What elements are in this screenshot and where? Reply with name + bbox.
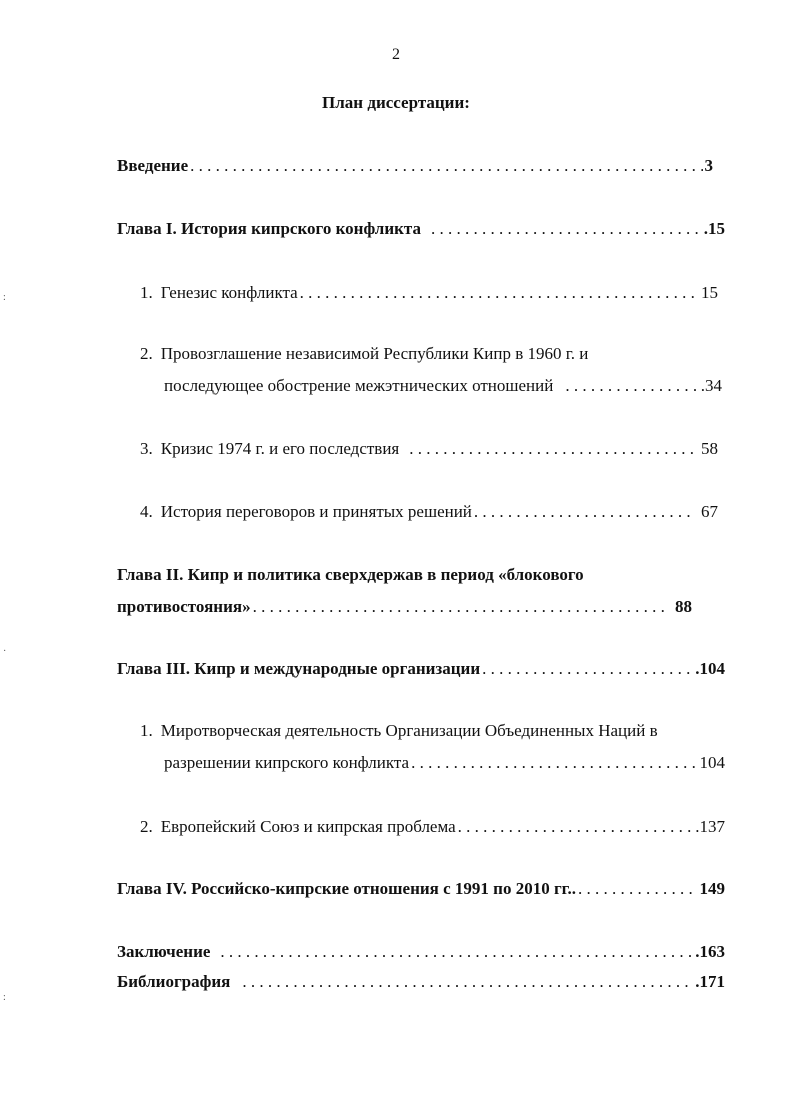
toc-label: противостояния» <box>117 597 251 616</box>
toc-leader-dots <box>482 658 693 680</box>
toc-section-number: 2. <box>140 817 153 836</box>
toc-leader-dots <box>411 752 697 774</box>
toc-label: История переговоров и принятых решений <box>160 502 472 521</box>
toc-leader-dots <box>578 878 694 900</box>
toc-leader-dots <box>565 375 698 397</box>
toc-page-ref: 104 <box>699 753 725 772</box>
toc-label: разрешении кипрского конфликта <box>164 753 410 772</box>
toc-label: Генезис конфликта <box>160 283 298 302</box>
toc-entry-chapter-3-section-1-line-2[interactable] <box>164 752 725 774</box>
toc-section-number: 2. <box>140 344 153 363</box>
toc-entry-chapter-1-section-1[interactable] <box>140 282 718 304</box>
toc-leader-dots <box>431 218 702 240</box>
toc-entry-bibliography[interactable] <box>117 971 725 993</box>
toc-entry-chapter-3[interactable] <box>117 658 725 680</box>
scan-speck: : <box>3 992 6 1003</box>
toc-page-ref: .34 <box>700 376 722 395</box>
toc-label: Провозглашение независимой Республики Кипр в 1960 г. и <box>160 344 589 363</box>
toc-entry-chapter-1-section-3[interactable] <box>140 438 718 460</box>
toc-entry-chapter-3-section-1-line-1[interactable] <box>140 720 658 742</box>
toc-entry-chapter-1[interactable] <box>117 218 725 240</box>
toc-leader-dots <box>242 971 693 993</box>
toc-entry-chapter-1-section-4[interactable] <box>140 501 718 523</box>
toc-label: последующее обострение межэтнических отношений <box>164 376 554 395</box>
page-title: План диссертации: <box>322 93 470 112</box>
toc-label: Глава II. Кипр и политика сверхдержав в период «блокового <box>117 565 584 584</box>
toc-section-number: 3. <box>140 439 153 458</box>
toc-label: Кризис 1974 г. и его последствия <box>160 439 400 458</box>
toc-label: Введение <box>117 156 189 175</box>
toc-page-ref: 3 <box>704 156 713 175</box>
toc-label: Библиография <box>117 972 231 991</box>
scan-speck: : <box>3 292 6 303</box>
toc-section-number: 1. <box>140 283 153 302</box>
toc-entry-chapter-2-line-2[interactable] <box>117 596 692 618</box>
toc-page-ref: .163 <box>695 942 725 961</box>
toc-leader-dots <box>300 282 699 304</box>
toc-page-ref: .137 <box>695 817 725 836</box>
toc-entry-conclusion[interactable] <box>117 941 725 963</box>
toc-section-number: 4. <box>140 502 153 521</box>
toc-entry-chapter-1-section-2-line-2[interactable] <box>164 375 722 397</box>
toc-entry-chapter-3-section-2[interactable] <box>140 816 725 838</box>
toc-page-ref: .104 <box>695 659 725 678</box>
toc-page-ref: 88 <box>675 597 692 616</box>
scan-speck: · <box>3 646 7 657</box>
toc-page-ref: 67 <box>701 502 718 521</box>
toc-page-ref: .15 <box>703 219 725 238</box>
toc-page-ref: 15 <box>701 283 718 302</box>
toc-leader-dots <box>458 816 694 838</box>
toc-page-ref: .171 <box>695 972 725 991</box>
toc-entry-chapter-1-section-2-line-1[interactable] <box>140 343 588 365</box>
toc-leader-dots <box>253 596 669 618</box>
page-number: 2 <box>392 46 400 63</box>
toc-label: Глава III. Кипр и международные организации <box>117 659 481 678</box>
toc-label: Глава IV. Российско-кипрские отношения с 1991 по 2010 гг.. <box>117 879 576 898</box>
toc-entry-chapter-4[interactable] <box>117 878 725 900</box>
toc-leader-dots <box>409 438 699 460</box>
toc-entry-chapter-2-line-1[interactable] <box>117 564 584 586</box>
toc-leader-dots <box>190 155 702 177</box>
toc-label: Миротворческая деятельность Организации Объединенных Наций в <box>160 721 658 740</box>
toc-label: Заключение <box>117 942 211 961</box>
toc-leader-dots <box>220 941 693 963</box>
toc-section-number: 1. <box>140 721 153 740</box>
toc-label: Глава I. История кипрского конфликта <box>117 219 421 238</box>
toc-entry-intro[interactable] <box>117 155 713 177</box>
toc-label: Европейский Союз и кипрская проблема <box>160 817 456 836</box>
toc-leader-dots <box>474 501 693 523</box>
toc-page-ref: 149 <box>699 879 725 898</box>
toc-page-ref: 58 <box>701 439 718 458</box>
